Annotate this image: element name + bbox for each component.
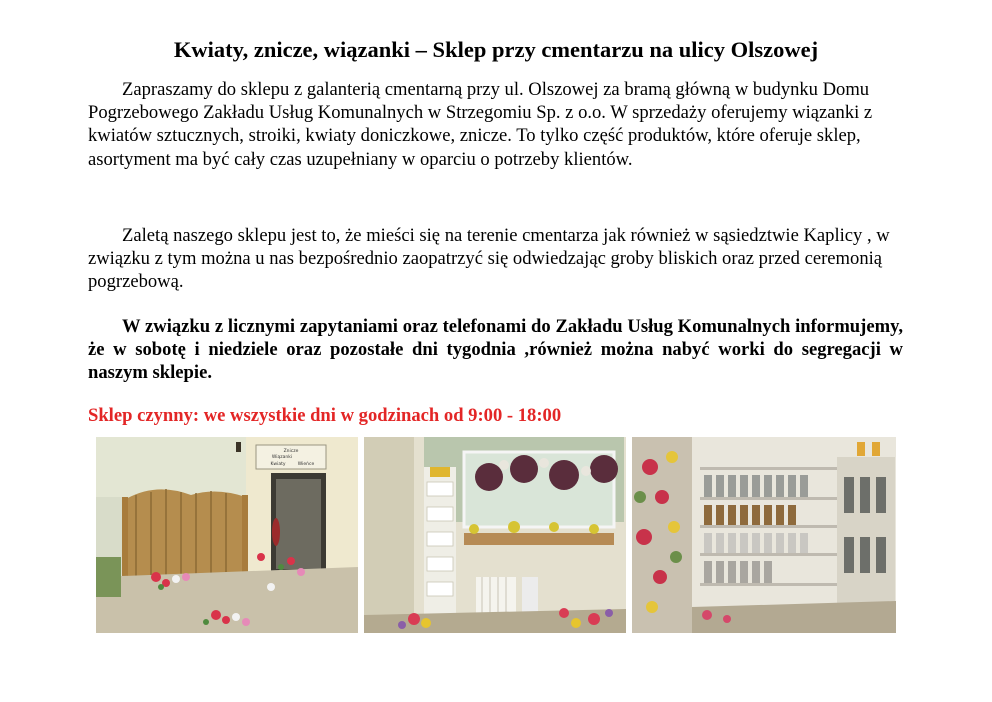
- location-paragraph: Zaletą naszego sklepu jest to, że mieści się na terenie cmentarza jak również w sąsiedztwie Kaplicy , w związku z tym można u nas bezpośrednio zaopatrzyć się odwiedzając groby bliskich oraz przed ceremonią pogrzebową.: [88, 225, 890, 293]
- sign-word-2: Wiązanki: [271, 455, 293, 460]
- shop-exterior-photo: [96, 437, 358, 633]
- page-title: Kwiaty, znicze, wiązanki – Sklep przy cmentarzu na ulicy Olszowej: [173, 37, 819, 62]
- sign-word-4: Wieńce: [297, 462, 315, 467]
- shelves-photo: [632, 437, 896, 633]
- opening-hours: Sklep czynny: we wszystkie dni w godzinach od 9:00 - 18:00: [88, 405, 562, 426]
- sign-word-3: Kwiaty: [270, 462, 286, 467]
- bags-notice-paragraph: W związku z licznymi zapytaniami oraz telefonami do Zakładu Usług Komunalnych informujemy, że w sobotę i niedziele oraz pozostałe dni tygodnia ,również można nabyć worki do segregacji w naszym sklepie.: [88, 316, 903, 384]
- shop-interior-photo: [364, 437, 626, 633]
- intro-paragraph: Zapraszamy do sklepu z galanterią cmentarną przy ul. Olszowej za bramą główną w budynku Domu Pogrzebowego Zakładu Usług Komunalnych w Strzegomiu Sp. z o.o. W sprzedaży oferujemy wiązanki z kwiatów sztucznych, stroiki, kwiaty doniczkowe, znicze. To tylko część produktów, które oferuje sklep, asortyment ma być cały czas uzupełniany w oparciu o potrzeby klientów.: [88, 79, 873, 170]
- sign-word-1: Znicze: [283, 449, 299, 454]
